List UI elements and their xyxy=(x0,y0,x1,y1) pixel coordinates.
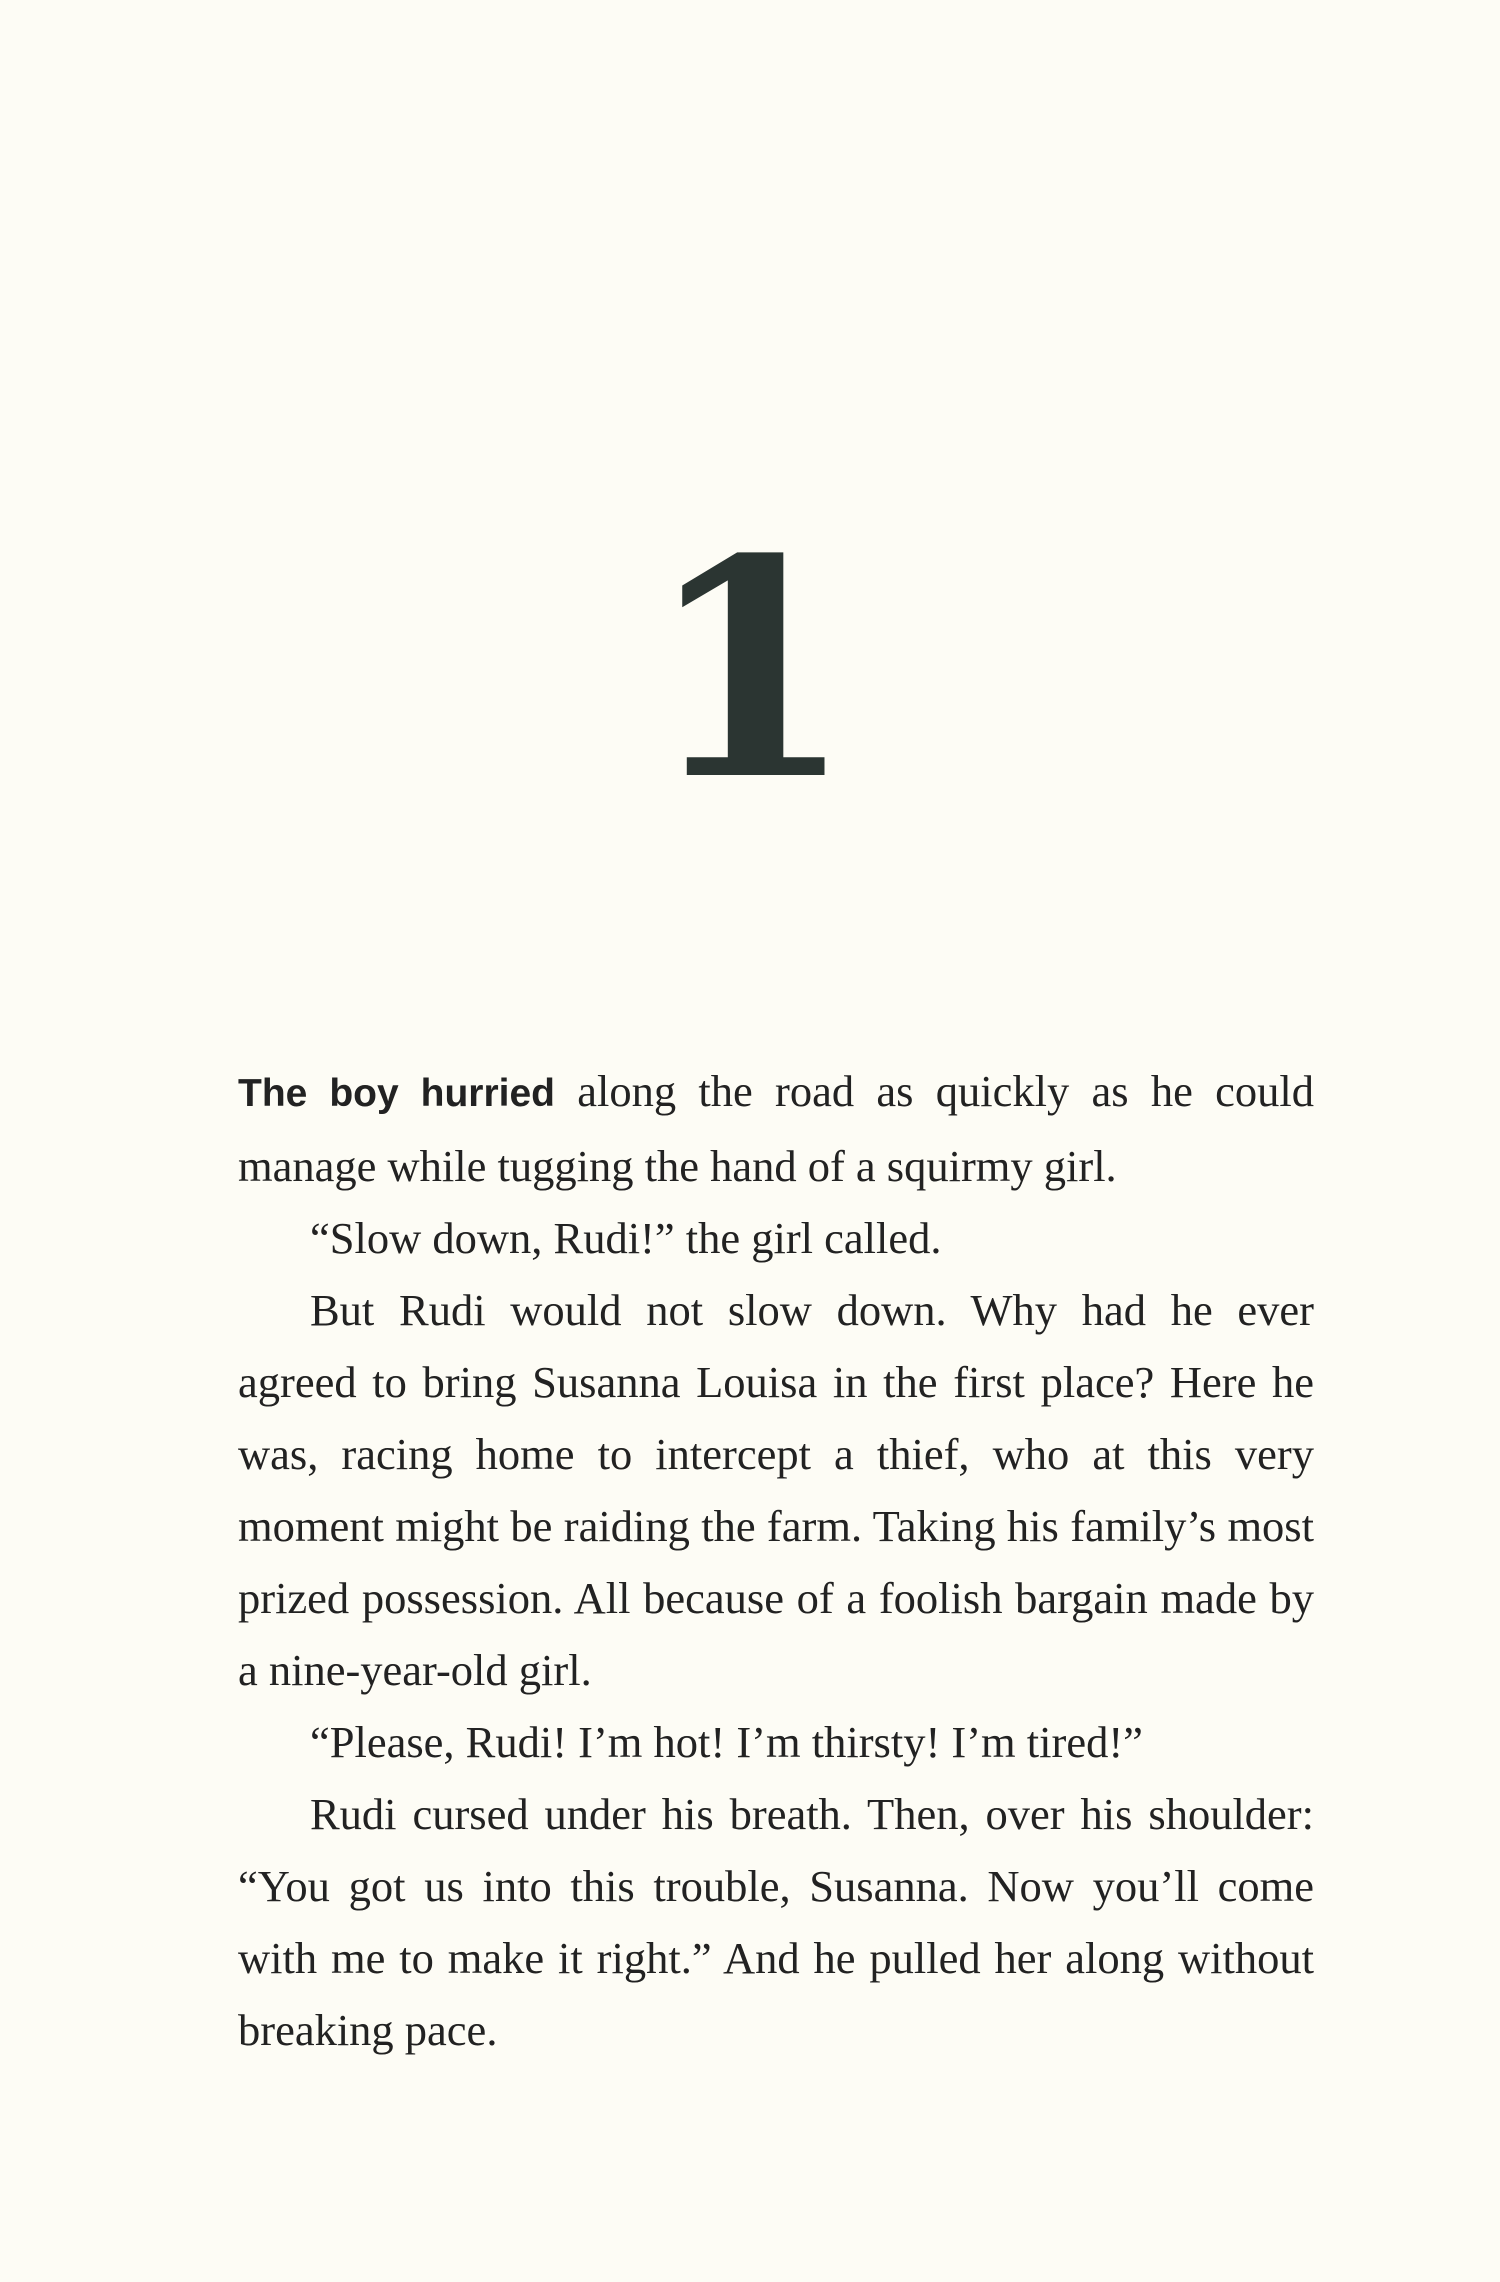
chapter-body xyxy=(238,1055,1314,2066)
paragraph-3: But Rudi would not slow down. Why had he ever agreed to bring Susanna Louisa in the first place? Here he was, racing home to intercept a thief, who at this very moment might be raiding the farm. Taking his family’s most prized possession. All because of a foolish bargain made by a nine-year-old girl. xyxy=(238,1285,1314,1695)
paragraph-4: “Please, Rudi! I’m hot! I’m thirsty! I’m tired!” xyxy=(310,1717,1143,1767)
paragraph-2: “Slow down, Rudi!” the girl called. xyxy=(310,1213,942,1263)
paragraph-5: Rudi cursed under his breath. Then, over his shoulder: “You got us into this trouble, Susanna. Now you’ll come with me to make it right.” And he pulled her along without breaking pace. xyxy=(238,1789,1314,2055)
lead-in-text: The boy hurried xyxy=(238,1072,555,1115)
paragraph-1-text: along the road as quickly as he could manage while tugging the hand of a squirmy girl. xyxy=(238,1066,1314,1191)
paragraph-1 xyxy=(238,1055,1314,1202)
chapter-number: 1 xyxy=(645,493,855,846)
